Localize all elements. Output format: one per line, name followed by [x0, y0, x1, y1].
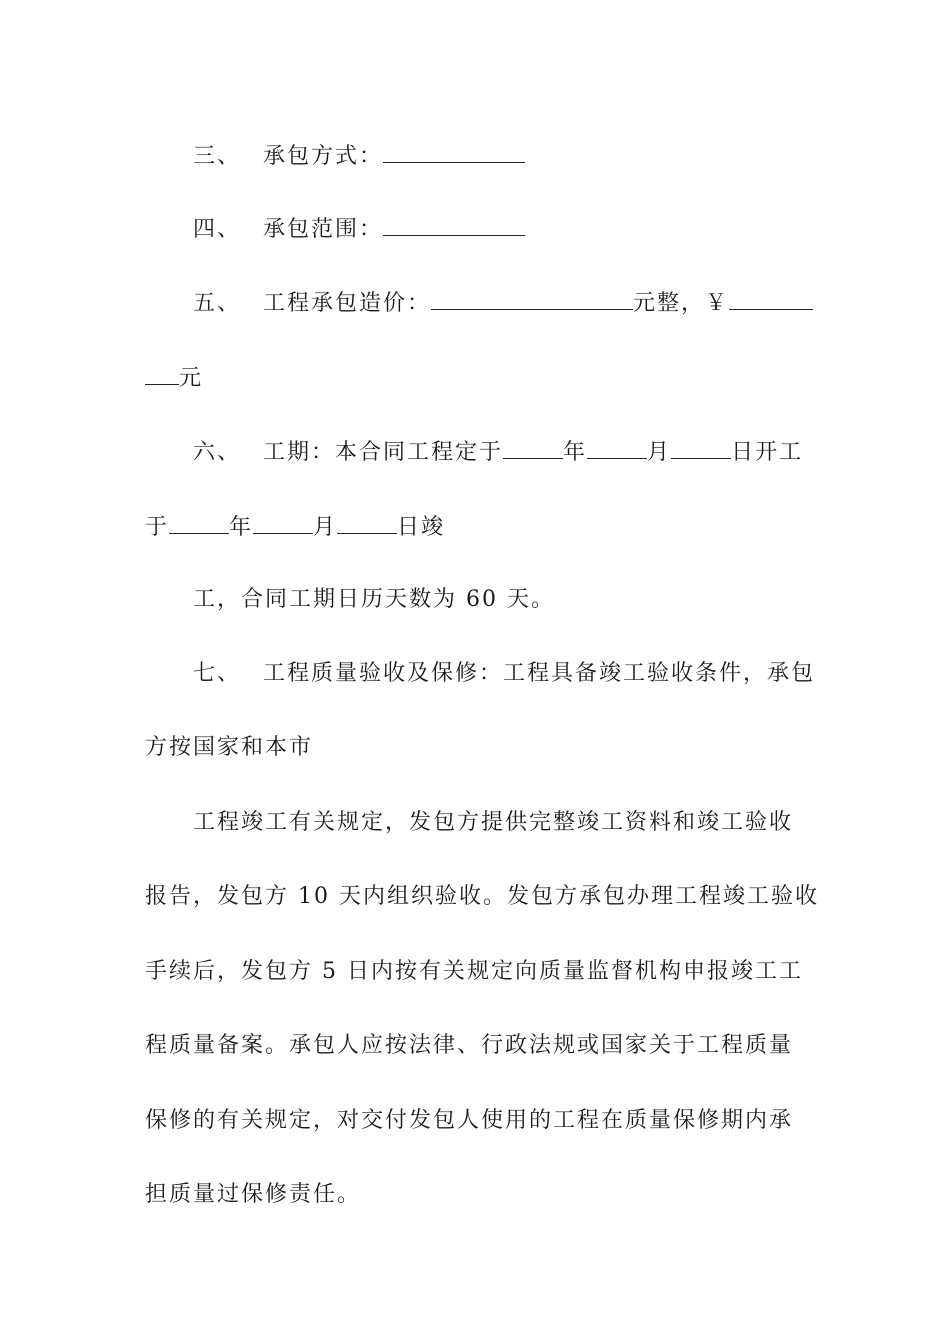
- section-5-contract-price: [193, 287, 813, 319]
- start-day-label: 日开工: [731, 440, 804, 465]
- price-words-blank: [431, 287, 633, 310]
- fill-in-blank: [383, 140, 525, 163]
- start-day-blank: [671, 436, 731, 459]
- section-7-quality-line-6: [145, 1031, 793, 1061]
- price-number-blank: [729, 287, 813, 310]
- section-7-quality-line-4: [145, 882, 819, 912]
- end-day-label: 日竣: [397, 515, 446, 540]
- prefix-label: 于: [145, 515, 170, 540]
- start-year-blank: [503, 436, 563, 459]
- price-number-blank-cont: [145, 362, 179, 385]
- section-number: 三、: [193, 144, 242, 169]
- section-label: 承包范围：: [263, 217, 384, 242]
- section-4-contract-scope: [193, 213, 525, 245]
- paragraph-text: 工程质量验收及保修：工程具备竣工验收条件，承包: [263, 661, 816, 686]
- section-6-total-days: [193, 585, 555, 615]
- price-unit-yuan: 元整，￥: [633, 291, 730, 316]
- section-6-end-date: [145, 511, 445, 543]
- section-7-quality-line-5: [145, 957, 803, 987]
- month-label: 月: [313, 515, 338, 540]
- section-7-quality-line-7: [145, 1106, 793, 1136]
- end-day-blank: [337, 511, 397, 534]
- paragraph-text: 程质量备案。承包人应按法律、行政法规或国家关于工程质量: [145, 1033, 794, 1058]
- paragraph-text: 手续后，发包方 5 日内按有关规定向质量监督机构申报竣工工: [145, 959, 803, 984]
- duration-text: 工，合同工期日历天数为 60 天。: [193, 587, 555, 612]
- section-7-quality-line-8: [145, 1180, 361, 1210]
- section-label: 工期：本合同工程定于: [263, 440, 504, 465]
- year-label: 年: [229, 515, 254, 540]
- section-7-quality-line-1: [193, 659, 815, 689]
- end-year-blank: [169, 511, 229, 534]
- end-month-blank: [253, 511, 313, 534]
- section-number: 四、: [193, 217, 242, 242]
- section-number: 六、: [193, 440, 242, 465]
- section-label: 承包方式：: [263, 144, 384, 169]
- section-5-continued: [145, 362, 203, 394]
- section-6-duration: [193, 436, 803, 468]
- section-number: 七、: [193, 661, 242, 686]
- year-label: 年: [563, 440, 588, 465]
- paragraph-text: 担质量过保修责任。: [145, 1182, 362, 1207]
- paragraph-text: 工程竣工有关规定，发包方提供完整竣工资料和竣工验收: [193, 810, 794, 835]
- start-month-blank: [587, 436, 647, 459]
- paragraph-text: 报告，发包方 10 天内组织验收。发包方承包办理工程竣工验收: [145, 884, 819, 909]
- section-7-quality-line-2: [145, 733, 313, 763]
- price-unit: 元: [179, 366, 204, 391]
- paragraph-text: 保修的有关规定，对交付发包人使用的工程在质量保修期内承: [145, 1108, 794, 1133]
- section-number: 五、: [193, 291, 242, 316]
- section-label: 工程承包造价：: [263, 291, 432, 316]
- section-7-quality-line-3: [193, 808, 793, 838]
- fill-in-blank: [383, 213, 525, 236]
- paragraph-text: 方按国家和本市: [145, 735, 314, 760]
- month-label: 月: [647, 440, 672, 465]
- section-3-contract-method: [193, 140, 525, 172]
